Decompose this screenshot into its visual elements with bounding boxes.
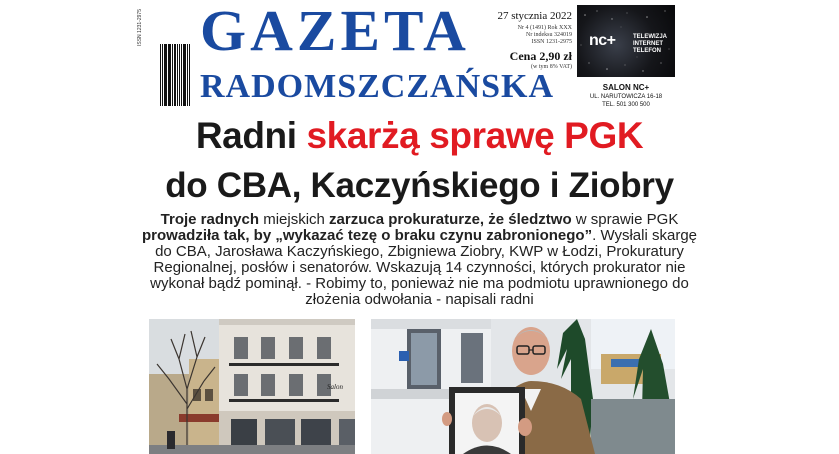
ad-phone: TEL. 501 300 500	[602, 102, 650, 108]
barcode-bar	[181, 44, 182, 106]
barcode-bar	[184, 44, 186, 106]
barcode-bar	[179, 44, 180, 106]
photo-councillor-illustration	[371, 319, 675, 454]
issue-price: Cena 2,90 zł	[509, 49, 572, 63]
building-sign: Salon	[327, 383, 343, 391]
ad-service-line: TELEWIZJA	[633, 34, 667, 40]
masthead-title-line1: GAZETA	[200, 0, 470, 63]
ad-address: UL. NARUTOWICZA 16-18	[589, 94, 663, 100]
lead-bold: prowadziła tak, by „wykazać tezę o braku czynu zabronionego”	[141, 227, 593, 245]
barcode-bar	[187, 44, 188, 106]
ad-services	[633, 34, 673, 55]
headline-line2[interactable]: do CBA, Kaczyńskiego i Ziobry	[165, 166, 674, 205]
advertisement-ncplus[interactable]	[577, 5, 675, 77]
headline-part-red: skarżą sprawę PGK	[306, 115, 644, 156]
barcode	[160, 44, 190, 106]
lead-text: w sprawie PGK	[571, 211, 679, 228]
headline-part-dark: Radni	[195, 115, 307, 156]
barcode-bar	[160, 44, 161, 106]
barcode-bar	[183, 44, 184, 106]
barcode-bar	[162, 44, 163, 106]
barcode-bar	[165, 44, 166, 106]
headline-line1[interactable]	[0, 117, 839, 154]
lead-bold: zarzuca prokuraturze, że śledztwo	[329, 211, 572, 228]
ad-salon-name: SALON NC+	[602, 83, 650, 92]
issue-vat: (w tym 8% VAT)	[531, 64, 572, 70]
photo-councillor[interactable]	[371, 319, 675, 454]
lead-bold: Troje radnych	[160, 211, 260, 228]
lead-text: miejskich	[259, 211, 330, 228]
photo-building-illustration	[149, 319, 355, 454]
barcode-bar	[169, 44, 171, 106]
photo-building[interactable]	[149, 319, 355, 454]
issue-date: 27 stycznia 2022	[497, 10, 572, 22]
barcode-bar	[168, 44, 169, 106]
lead-paragraph	[140, 212, 699, 308]
barcode-bar	[175, 44, 176, 106]
ad-logo: nc+	[589, 32, 616, 49]
masthead-title-line2: RADOMSZCZAŃSKA	[200, 68, 555, 105]
barcode-bar	[174, 44, 175, 106]
issue-number: Nr 4 (1491) Rok XXX	[517, 25, 572, 31]
issue-index: Nr indeksu 324019	[526, 32, 572, 38]
lead-text: . Wysłali skargę do CBA, Jarosława Kaczyńskiego, Zbigniewa Ziobry, KWP w Łodzi, Prokuratury Regionalnej, posłów i senatorów. Wskazują 14 czynności, których prokurator nie wykonał bądź pominął. - Robimy to, ponieważ nie ma podmiotu uprawnionego do złożenia odwołania - napisali radni	[150, 227, 697, 309]
ad-service-line: INTERNET	[633, 40, 663, 47]
barcode-bar	[177, 44, 178, 106]
barcode-bar	[172, 44, 173, 106]
issue-issn: ISSN 1231-2975	[531, 39, 572, 45]
barcode-issn: ISSN 1231-2975	[137, 9, 143, 46]
barcode-bar	[164, 44, 165, 106]
barcode-bar	[189, 44, 190, 106]
ad-service-line: TELEFON	[633, 47, 661, 54]
